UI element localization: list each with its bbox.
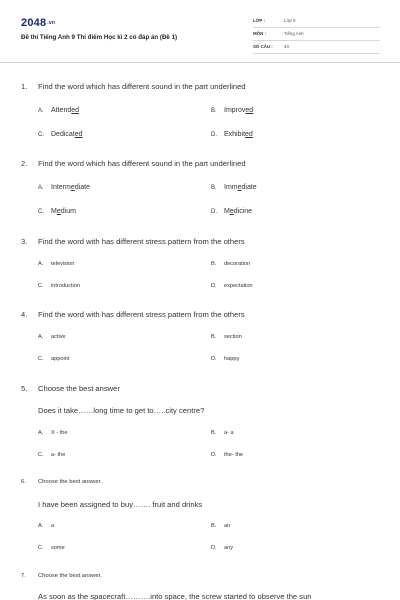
question-number: 4. [21,310,28,319]
page-header [0,0,400,62]
option-d[interactable]: D. Exhibited [211,131,253,138]
meta-value: Tiếng Anh [284,31,304,36]
option-c[interactable]: C. Dedicated [38,131,83,138]
option-d[interactable]: D. Medicine [211,208,253,215]
option-b[interactable]: B. a- a [211,430,234,436]
question-stem: Choose the best answer. [38,573,102,579]
header-divider [0,62,400,63]
question-number: 1. [21,82,28,91]
question-number: 6. [21,479,26,485]
meta-value: Lớp 9 [284,18,296,23]
question-stem: Find the word with has different stress pattern from the others [38,310,245,319]
option-a[interactable]: A. Intermediate [38,184,90,191]
question-sentence: As soon as the spacecraft……….into space, the screw started to observe the sun [38,592,312,600]
meta-label: SỐ CÂU : [253,44,273,49]
site-logo[interactable]: $2048^{.vn}$ [21,17,56,29]
option-c[interactable]: C. introduction [38,283,80,289]
question-stem: Choose the best answer. [38,479,102,485]
option-c[interactable]: C. Medium [38,208,76,215]
meta-class [253,16,380,28]
option-c[interactable]: C. a- the [38,452,66,458]
meta-subject [253,29,380,41]
option-a[interactable]: A. Attended [38,107,80,114]
question-sentence: Does it take……long time to get to…..city centre? [38,406,205,415]
option-c[interactable]: C. some [38,545,65,551]
option-b[interactable]: B. Immediate [211,184,257,191]
meta-label: MÔN : [253,31,266,36]
question-number: 3. [21,237,28,246]
question-number: 5. [21,384,28,393]
option-b[interactable]: B. section [211,334,242,340]
question-stem: Find the word which has different sound in the part underlined [38,82,246,91]
option-a[interactable]: A. X - the [38,430,68,436]
question-number: 7. [21,573,26,579]
meta-label: LỚP : [253,18,265,23]
option-d[interactable]: D. any [211,545,234,551]
option-a[interactable]: A. television [38,261,75,267]
meta-value: 40 [284,44,289,49]
option-c[interactable]: C. appoint [38,356,70,362]
logo-suffix: .vn [47,20,56,26]
question-stem: Choose the best answer [38,384,120,393]
document-title: Đề thi Tiếng Anh 9 Thí điểm Học kì 2 có đáp án (Đề 1) [21,34,178,41]
option-d[interactable]: D. expectation [211,283,253,289]
option-b[interactable]: B. an [211,523,231,529]
option-b[interactable]: B. decoration [211,261,251,267]
option-a[interactable]: A. active [38,334,66,340]
option-a[interactable]: A. a [38,523,55,529]
question-stem: Find the word which has different sound in the part underlined [38,159,246,168]
meta-count [253,42,380,54]
option-d[interactable]: D. the- the [211,452,243,458]
option-d[interactable]: D. happy [211,356,240,362]
question-number: 2. [21,159,28,168]
question-sentence: I have been assigned to buy……. fruit and drinks [38,500,203,509]
option-b[interactable]: B. Improved [211,107,254,114]
question-stem: Find the word with has different stress pattern from the others [38,237,245,246]
